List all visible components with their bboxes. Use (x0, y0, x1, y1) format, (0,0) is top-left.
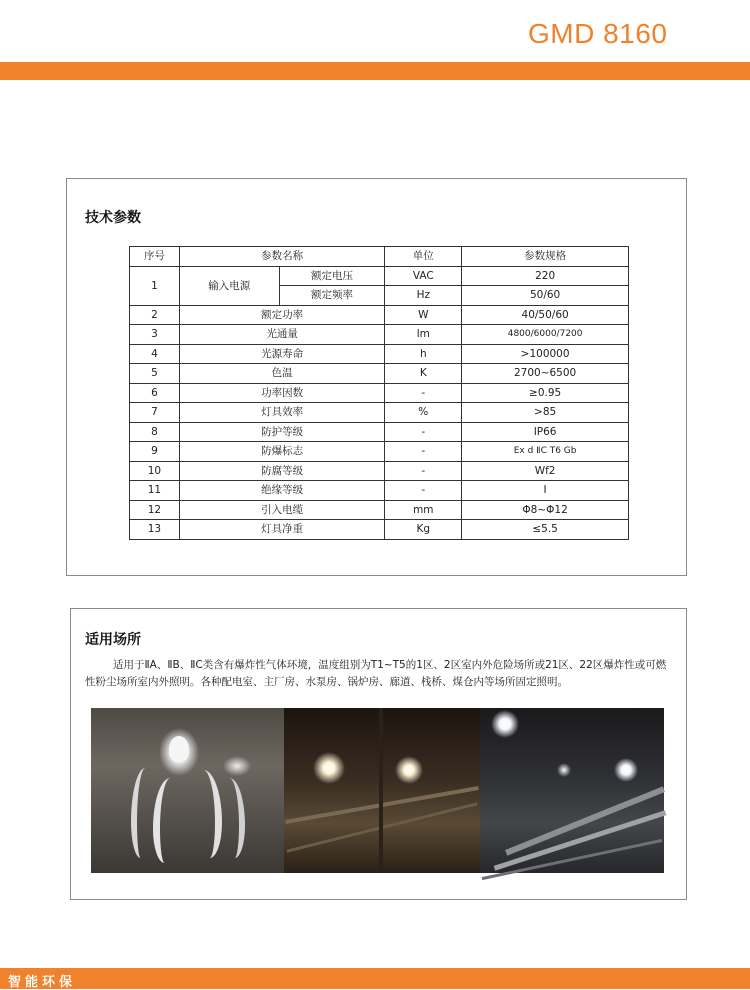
row-name: 输入电源 (179, 266, 279, 305)
row-no: 1 (130, 266, 180, 305)
table-header-row (130, 247, 629, 267)
row-unit: % (385, 403, 462, 423)
row-name: 光源寿命 (179, 344, 384, 364)
row-spec: Ex d ⅡC T6 Gb (462, 442, 629, 462)
row-unit: lm (385, 325, 462, 345)
row-unit: W (385, 305, 462, 325)
tech-params-section (66, 178, 687, 576)
row-spec: I (462, 481, 629, 501)
row-unit: mm (385, 500, 462, 520)
row-unit: - (385, 481, 462, 501)
row-unit: Kg (385, 520, 462, 540)
row-spec: 4800/6000/7200 (462, 325, 629, 345)
row-unit: K (385, 364, 462, 384)
row-name: 防爆标志 (179, 442, 384, 462)
row-name: 防护等级 (179, 422, 384, 442)
table-row (130, 500, 629, 520)
row-spec: Φ8~Φ12 (462, 500, 629, 520)
row-unit: - (385, 422, 462, 442)
application-text: 适用于ⅡA、ⅡB、ⅡC类含有爆炸性气体环境，温度组别为T1~T5的1区、2区室内外危险场所或21区、22区爆炸性或可燃性粉尘场所室内外照明。各种配电室、主厂房、水泵房、锅炉房、廊道、栈桥、煤仓内等场所固定照明。 (85, 659, 667, 688)
table-row (130, 305, 629, 325)
row-spec: ≤5.5 (462, 520, 629, 540)
row-spec: ≥0.95 (462, 383, 629, 403)
application-description (85, 657, 675, 691)
row-unit: - (385, 442, 462, 462)
row-name: 防腐等级 (179, 461, 384, 481)
row-no: 9 (130, 442, 180, 462)
gallery-lights-photo (284, 708, 480, 873)
row-no: 10 (130, 461, 180, 481)
row-name: 功率因数 (179, 383, 384, 403)
row-no: 4 (130, 344, 180, 364)
row-unit: Hz (385, 286, 462, 306)
row-unit: - (385, 383, 462, 403)
table-row (130, 422, 629, 442)
model-number: GMD 8160 (528, 18, 668, 49)
row-name: 引入电缆 (179, 500, 384, 520)
row-no: 5 (130, 364, 180, 384)
row-no: 11 (130, 481, 180, 501)
row-name: 色温 (179, 364, 384, 384)
application-title: 适用场所 (85, 632, 141, 648)
row-subname: 额定电压 (279, 266, 385, 286)
row-spec: IP66 (462, 422, 629, 442)
table-row (130, 266, 629, 286)
application-section (70, 608, 687, 900)
row-no: 12 (130, 500, 180, 520)
row-no: 13 (130, 520, 180, 540)
table-row (130, 364, 629, 384)
footer-brand: 智能环保 (8, 975, 77, 990)
row-name: 灯具净重 (179, 520, 384, 540)
footer-bar (0, 968, 750, 989)
row-unit: h (385, 344, 462, 364)
conveyor-tunnel-photo (480, 708, 664, 873)
row-no: 7 (130, 403, 180, 423)
row-no: 2 (130, 305, 180, 325)
row-subname: 额定频率 (279, 286, 385, 306)
table-row (130, 344, 629, 364)
tech-params-title: 技术参数 (85, 210, 141, 226)
table-row (130, 403, 629, 423)
row-spec: 220 (462, 266, 629, 286)
row-spec: Wf2 (462, 461, 629, 481)
row-unit: VAC (385, 266, 462, 286)
col-header-unit: 单位 (385, 247, 462, 267)
row-no: 8 (130, 422, 180, 442)
row-spec: >100000 (462, 344, 629, 364)
row-name: 绝缘等级 (179, 481, 384, 501)
col-header-no: 序号 (130, 247, 180, 267)
table-row (130, 481, 629, 501)
table-row (130, 520, 629, 540)
col-header-spec: 参数规格 (462, 247, 629, 267)
row-no: 3 (130, 325, 180, 345)
row-name: 光通量 (179, 325, 384, 345)
table-row (130, 461, 629, 481)
row-name: 灯具效率 (179, 403, 384, 423)
row-spec: 40/50/60 (462, 305, 629, 325)
params-table (129, 246, 629, 540)
header-bar (0, 62, 750, 80)
row-no: 6 (130, 383, 180, 403)
cable-tunnel-photo (91, 708, 284, 873)
row-spec: 50/60 (462, 286, 629, 306)
table-row (130, 325, 629, 345)
table-row (130, 383, 629, 403)
col-header-name: 参数名称 (179, 247, 384, 267)
row-spec: 2700~6500 (462, 364, 629, 384)
row-name: 额定功率 (179, 305, 384, 325)
table-row (130, 442, 629, 462)
row-spec: >85 (462, 403, 629, 423)
row-unit: - (385, 461, 462, 481)
